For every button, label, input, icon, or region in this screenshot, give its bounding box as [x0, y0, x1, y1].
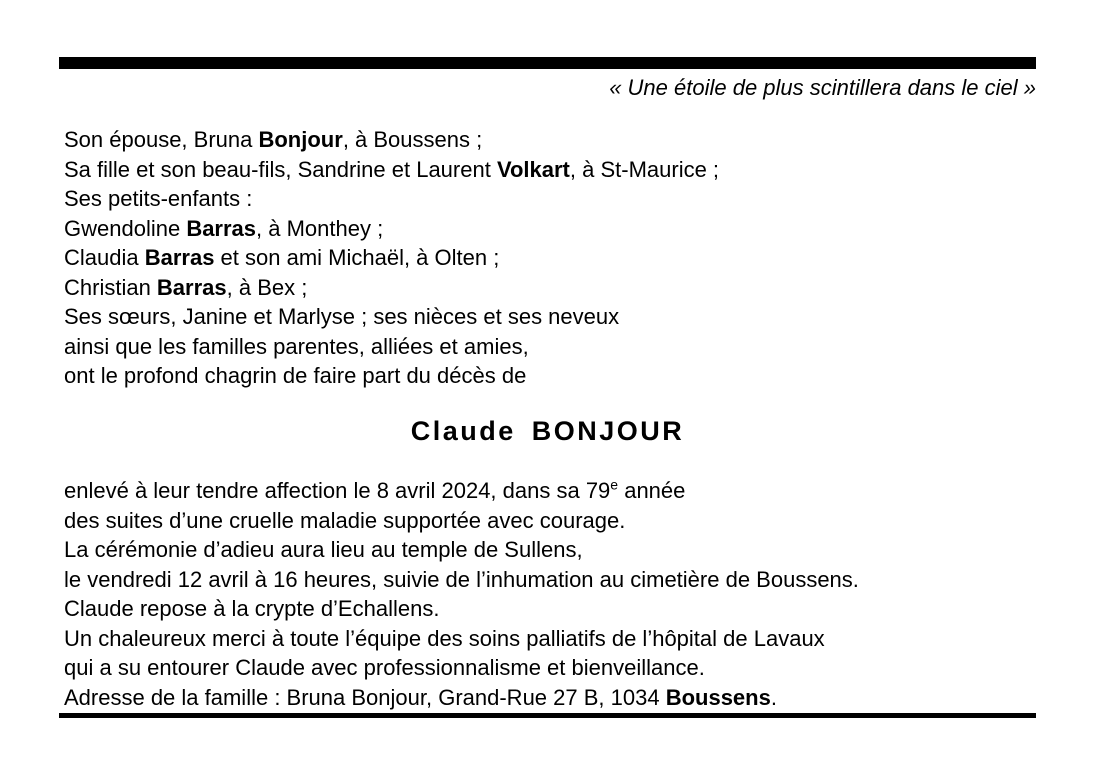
text-line: La cérémonie d’adieu aura lieu au temple de Sullens, [64, 537, 583, 562]
text-line: Claudia Barras et son ami Michaël, à Olten ; [64, 245, 500, 270]
text-line: ainsi que les familles parentes, alliées et amies, [64, 333, 529, 359]
text-line: Son épouse, Bruna Bonjour, à Boussens ; [64, 127, 483, 152]
text-line: qui a su entourer Claude avec professionnalisme et bienveillance. [64, 655, 705, 680]
text-line: Ses sœurs, Janine et Marlyse ; ses nièces et ses neveux [64, 304, 620, 329]
text-line: Un chaleureux merci à toute l’équipe des soins palliatifs de l’hôpital de Lavaux [64, 625, 825, 651]
text-line: le vendredi 12 avril à 16 heures, suivie de l’inhumation au cimetière de Boussens. [64, 566, 859, 592]
text-line: ont le profond chagrin de faire part du décès de [64, 363, 527, 388]
funeral-details-paragraph [64, 476, 1064, 712]
text-line: Ses petits-enfants : [64, 186, 253, 211]
text-line: des suites d’une cruelle maladie supportée avec courage. [64, 507, 626, 533]
top-rule [59, 57, 1036, 69]
text-line: enlevé à leur tendre affection le 8 avril 2024, dans sa 79e année [64, 476, 686, 503]
text-line: Sa fille et son beau-fils, Sandrine et Laurent Volkart, à St-Maurice ; [64, 156, 720, 182]
bottom-rule [59, 713, 1036, 718]
epitaph-quote: « Une étoile de plus scintillera dans le ciel » [609, 75, 1036, 100]
deceased-name: Claude BONJOUR [410, 416, 685, 446]
text-line: Adresse de la famille : Bruna Bonjour, Grand-Rue 27 B, 1034 Boussens. [64, 684, 777, 710]
text-line: Gwendoline Barras, à Monthey ; [64, 215, 384, 241]
text-line: Christian Barras, à Bex ; [64, 274, 308, 300]
text-line: Claude repose à la crypte d’Echallens. [64, 596, 440, 621]
family-intro-paragraph [64, 125, 1054, 391]
